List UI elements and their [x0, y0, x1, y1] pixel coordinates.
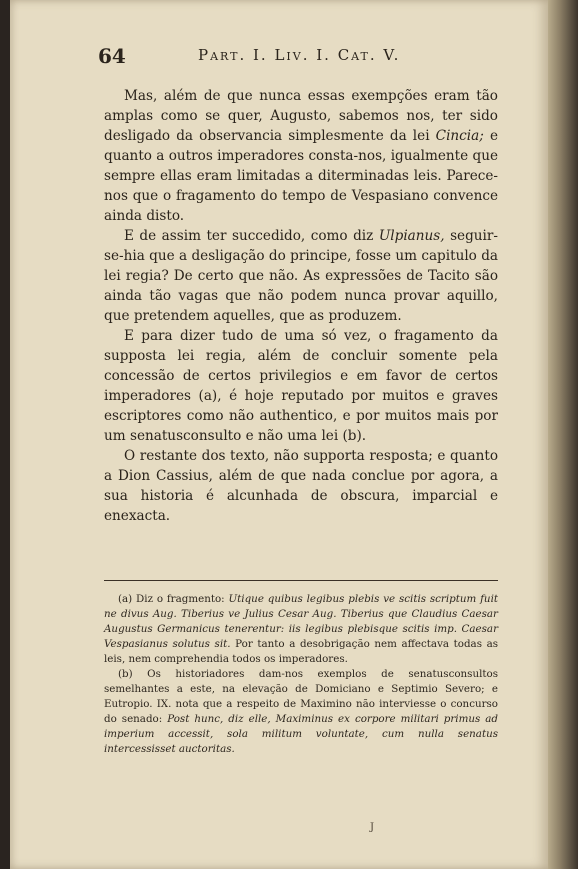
main-text [104, 86, 498, 526]
paragraph-4: O restante dos texto, não supporta resposta; e quanto a Dion Cassius, além de que nada conclue por agora, a sua historia é alcunhada de obscura, imparcial e enexacta. [104, 448, 498, 524]
paragraph-1: Mas, além de que nunca essas exempções eram tão amplas como se quer, Augusto, sabemos nos, ter sido desligado da observancia simplesmente da lei Cincia; e quanto a outros imperadores consta-nos, igualmente que sempre ellas eram limitadas a diterminadas leis. Parece-nos que o fragamento do tempo de Vespasiano convence ainda disto. [104, 88, 498, 224]
paragraph-3: E para dizer tudo de uma só vez, o fragamento da supposta lei regia, além de concluir somente pela concessão de certos privilegios e em favor de certos imperadores (a), é hoje reputado por muitos e graves escriptores como não authentico, e por muitos mais por um senatusconsulto e não uma lei (b). [104, 328, 498, 444]
footnotes [104, 592, 498, 757]
footnote-rule [104, 580, 498, 581]
signature-mark: J [370, 822, 375, 833]
footnote-a: (a) Diz o fragmento: Utique quibus legibus plebis ve scitis scriptum fuit ne divus Aug. Tiberius ve Julius Cesar Aug. Tiberius que Claudius Caesar Augustus Germanicus tenerentur: iis legibus plebisque scitis imp. Caesar Vespasianus solutus sit. Por tanto a desobrigação nem affectava todas as leis, nem comprehendia todos os imperadores. [104, 593, 499, 665]
page-header [98, 44, 498, 68]
page-number: 64 [98, 44, 126, 68]
page-edge [548, 0, 578, 869]
paragraph-2: E de assim ter succedido, como diz Ulpianus, seguir-se-hia que a desligação do principe, fosse um capitulo da lei regia? De certo que não. As expressões de Tacito são ainda tão vagas que não podem nunca provar aquillo, que pretendem aquelles, que as produzem. [104, 228, 498, 324]
footnote-b: (b) Os historiadores dam-nos exemplos de senatusconsultos semelhantes a este, na elevação de Domiciano e Septimio Severo; e Eutropio. IX. nota que a respeito de Maximino não interviesse o concurso do senado: Post hunc, diz elle, Maximinus ex corpore militari primus ad imperium accessit, sola militum voluntate, cum nulla senatus intercessisset auctoritas. [104, 668, 499, 755]
running-head: Part. I. Liv. I. Cat. V. [198, 46, 401, 64]
